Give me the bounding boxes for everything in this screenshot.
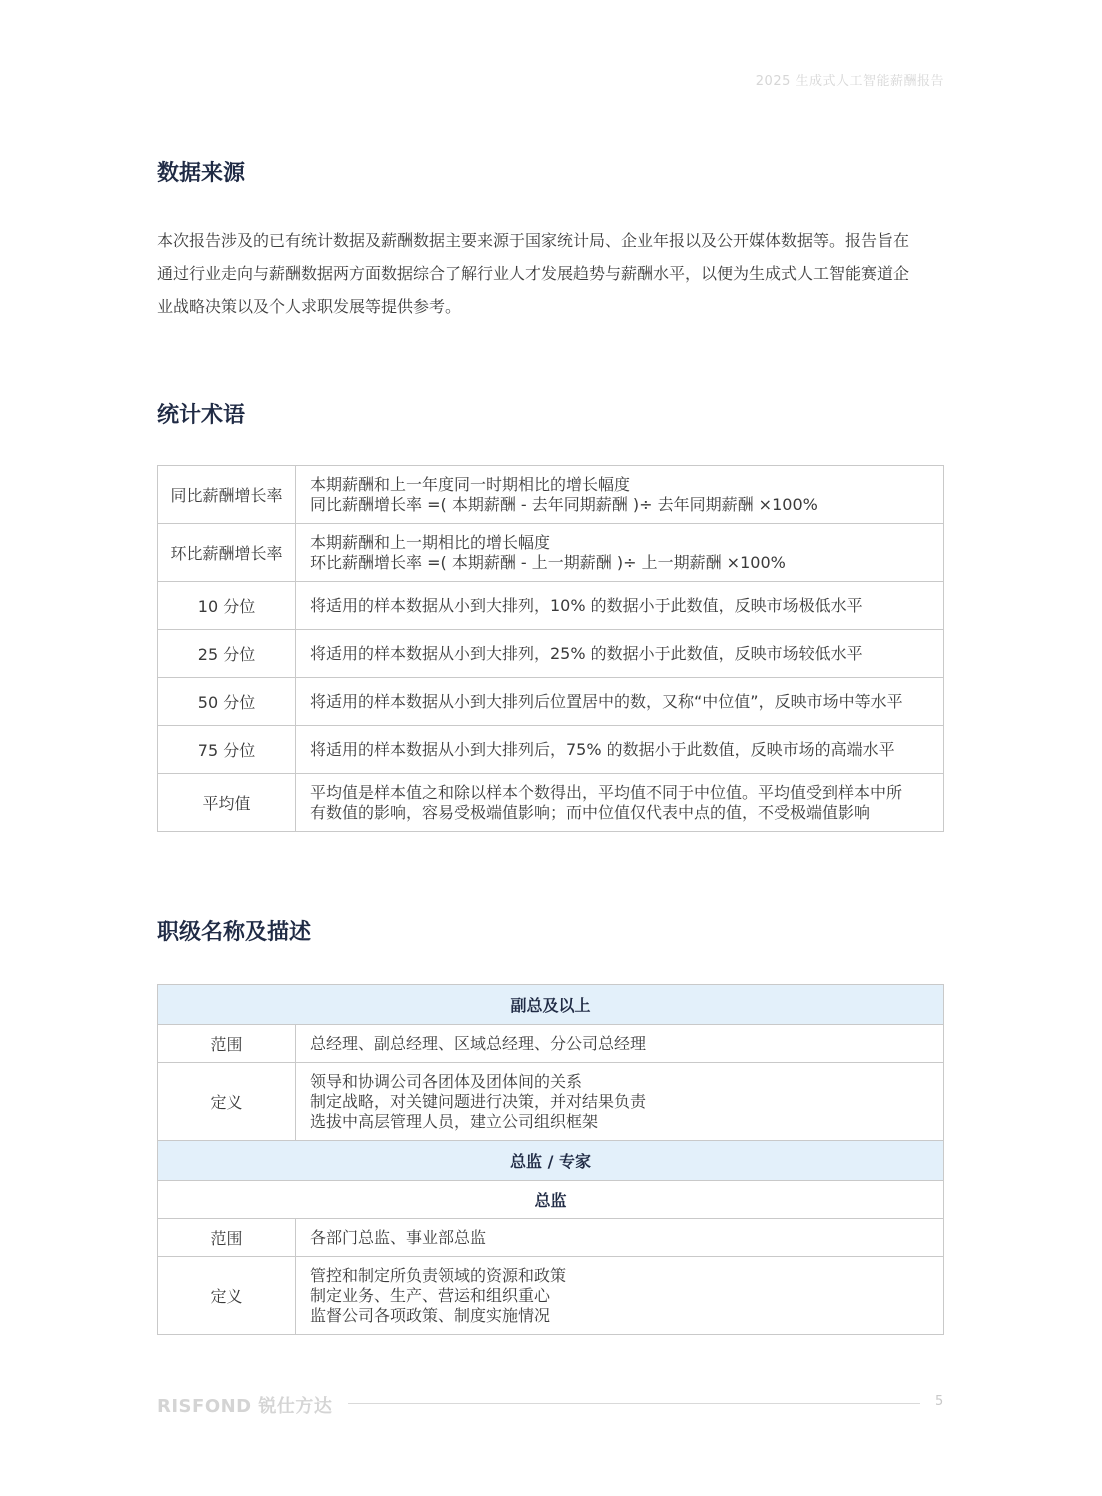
data-source-paragraph — [157, 224, 945, 323]
page-number: 5 — [935, 1394, 944, 1409]
term-cell: 75 分位 — [158, 726, 296, 774]
definition-label: 定义 — [158, 1257, 296, 1335]
description-line: 本期薪酬和上一年度同一时期相比的增长幅度 — [310, 474, 631, 494]
paragraph-line: 本次报告涉及的已有统计数据及薪酬数据主要来源于国家统计局、企业年报以及公开媒体数据等。报告旨在 — [157, 231, 910, 250]
description-line: 环比薪酬增长率 =( 本期薪酬 - 上一期薪酬 )÷ 上一期薪酬 ×100% — [310, 552, 786, 572]
paragraph-line: 通过行业走向与薪酬数据两方面数据综合了解行业人才发展趋势与薪酬水平，以便为生成式人工智能赛道企 — [157, 264, 910, 283]
description-line: 将适用的样本数据从小到大排列，25% 的数据小于此数值，反映市场较低水平 — [310, 643, 863, 663]
description-cell — [296, 524, 944, 582]
term-cell: 平均值 — [158, 774, 296, 832]
definition-value — [296, 1257, 944, 1335]
job-levels-table — [157, 984, 944, 1335]
scope-label: 范围 — [158, 1219, 296, 1257]
term-cell: 50 分位 — [158, 678, 296, 726]
definition-line: 制定业务、生产、营运和组织重心 — [310, 1285, 551, 1305]
description-line: 将适用的样本数据从小到大排列，10% 的数据小于此数值，反映市场极低水平 — [310, 595, 863, 615]
statistical-terms-heading: 统计术语 — [157, 403, 246, 428]
statistical-terms-table — [157, 465, 944, 832]
description-line: 本期薪酬和上一期相比的增长幅度 — [310, 532, 551, 552]
paragraph-line: 业战略决策以及个人求职发展等提供参考。 — [157, 297, 462, 316]
definition-label: 定义 — [158, 1063, 296, 1141]
definition-line: 制定战略，对关键问题进行决策，并对结果负责 — [310, 1091, 647, 1111]
description-line: 平均值是样本值之和除以样本个数得出，平均值不同于中位值。平均值受到样本中所 — [310, 782, 903, 802]
data-source-heading: 数据来源 — [157, 161, 246, 186]
description-line: 有数值的影响，容易受极端值影响；而中位值仅代表中点的值，不受极端值影响 — [310, 802, 871, 822]
term-cell: 25 分位 — [158, 630, 296, 678]
scope-value: 总经理、副总经理、区域总经理、分公司总经理 — [296, 1025, 944, 1063]
table-row — [158, 1025, 944, 1063]
table-row — [158, 466, 944, 524]
definition-line: 管控和制定所负责领域的资源和政策 — [310, 1265, 567, 1285]
definition-line: 监督公司各项政策、制度实施情况 — [310, 1305, 551, 1325]
level-group-header: 副总及以上 — [158, 985, 944, 1025]
table-row — [158, 985, 944, 1025]
report-header-title: 2025 生成式人工智能薪酬报告 — [755, 74, 944, 89]
level-subheader: 总监 — [158, 1181, 944, 1219]
table-row — [158, 678, 944, 726]
table-row — [158, 1219, 944, 1257]
table-row — [158, 630, 944, 678]
term-cell: 同比薪酬增长率 — [158, 466, 296, 524]
table-row — [158, 524, 944, 582]
level-group-header: 总监 / 专家 — [158, 1141, 944, 1181]
description-cell — [296, 726, 944, 774]
description-cell — [296, 466, 944, 524]
table-row — [158, 726, 944, 774]
table-row — [158, 1063, 944, 1141]
description-cell — [296, 582, 944, 630]
scope-label: 范围 — [158, 1025, 296, 1063]
table-row — [158, 1181, 944, 1219]
description-cell — [296, 774, 944, 832]
definition-line: 选拔中高层管理人员，建立公司组织框架 — [310, 1111, 599, 1131]
job-levels-heading: 职级名称及描述 — [157, 920, 312, 945]
footer-divider — [348, 1403, 920, 1404]
scope-value: 各部门总监、事业部总监 — [296, 1219, 944, 1257]
description-cell — [296, 630, 944, 678]
definition-line: 领导和协调公司各团体及团体间的关系 — [310, 1071, 583, 1091]
company-logo: RISFOND 锐仕方达 — [157, 1396, 333, 1417]
table-row — [158, 582, 944, 630]
description-line: 同比薪酬增长率 =( 本期薪酬 - 去年同期薪酬 )÷ 去年同期薪酬 ×100% — [310, 494, 818, 514]
description-cell — [296, 678, 944, 726]
definition-value — [296, 1063, 944, 1141]
term-cell: 10 分位 — [158, 582, 296, 630]
description-line: 将适用的样本数据从小到大排列后，75% 的数据小于此数值，反映市场的高端水平 — [310, 739, 895, 759]
table-row — [158, 1141, 944, 1181]
table-row — [158, 1257, 944, 1335]
table-row — [158, 774, 944, 832]
description-line: 将适用的样本数据从小到大排列后位置居中的数，又称“中位值”，反映市场中等水平 — [310, 691, 903, 711]
term-cell: 环比薪酬增长率 — [158, 524, 296, 582]
